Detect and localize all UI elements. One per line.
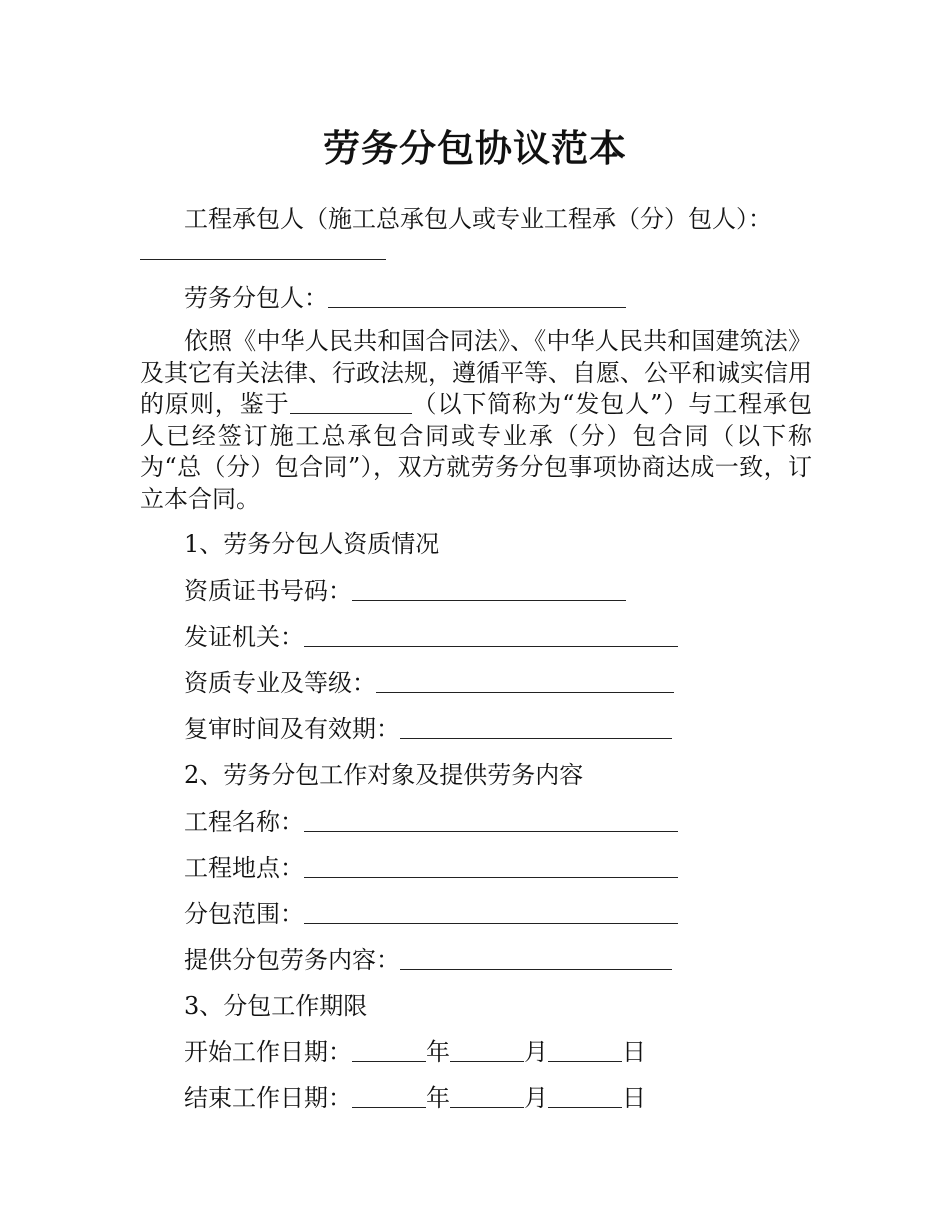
end-month-blank[interactable]	[450, 1085, 524, 1108]
end-month-unit: 月	[524, 1084, 548, 1112]
contractor-label: 工程承包人（施工总承包人或专业工程承（分）包人）：	[184, 205, 772, 233]
end-day-blank[interactable]	[548, 1085, 622, 1108]
start-day-unit: 日	[622, 1038, 646, 1066]
start-year-blank[interactable]	[352, 1039, 426, 1062]
cert-no-row	[184, 575, 626, 607]
project-name-row	[184, 806, 678, 838]
start-month-unit: 月	[524, 1038, 548, 1066]
contractor-blank[interactable]	[140, 237, 386, 260]
intro-text-2: （以下简称为“发包人”）与工程承包人已经签订施工总承包合同或专业承（分）包合同（以下称为“总（分）包合同”），双方就劳务分包事项协商达成一致，订立本合同。	[140, 390, 813, 513]
issuer-party-blank[interactable]	[290, 391, 412, 414]
end-year-blank[interactable]	[352, 1085, 426, 1108]
issuer-label: 发证机关：	[184, 623, 304, 651]
end-date-row	[184, 1082, 646, 1114]
grade-row	[184, 667, 674, 699]
end-year-unit: 年	[426, 1084, 450, 1112]
location-label: 工程地点：	[184, 854, 304, 882]
document-title: 劳务分包协议范本	[323, 127, 627, 170]
section2-heading: 2、劳务分包工作对象及提供劳务内容	[184, 761, 584, 789]
start-date-row	[184, 1036, 646, 1068]
content-blank[interactable]	[400, 947, 672, 970]
review-label: 复审时间及有效期：	[184, 715, 400, 743]
content-label: 提供分包劳务内容：	[184, 946, 400, 974]
cert-no-label: 资质证书号码：	[184, 577, 352, 605]
grade-blank[interactable]	[376, 670, 674, 693]
start-day-blank[interactable]	[548, 1039, 622, 1062]
start-year-unit: 年	[426, 1038, 450, 1066]
subcontractor-row	[184, 282, 626, 314]
review-row	[184, 713, 672, 745]
start-month-blank[interactable]	[450, 1039, 524, 1062]
location-row	[184, 852, 678, 884]
grade-label: 资质专业及等级：	[184, 669, 376, 697]
project-name-blank[interactable]	[304, 809, 678, 832]
intro-text-1: 依照《中华人民共和国合同法》、《中华人民共和国建筑法》及其它有关法律、行政法规，遵循平等、自愿、公平和诚实信用的原则，鉴于	[140, 327, 812, 419]
subcontractor-blank[interactable]	[328, 285, 626, 308]
content-row	[184, 944, 672, 976]
end-date-label: 结束工作日期：	[184, 1084, 352, 1112]
scope-row	[184, 898, 678, 930]
contractor-field-row	[140, 234, 386, 266]
start-date-label: 开始工作日期：	[184, 1038, 352, 1066]
project-name-label: 工程名称：	[184, 808, 304, 836]
section3-heading: 3、分包工作期限	[184, 992, 368, 1020]
location-blank[interactable]	[304, 855, 678, 878]
scope-label: 分包范围：	[184, 900, 304, 928]
cert-no-blank[interactable]	[352, 578, 626, 601]
issuer-blank[interactable]	[304, 624, 678, 647]
end-day-unit: 日	[622, 1084, 646, 1112]
intro-paragraph	[140, 326, 812, 516]
issuer-row	[184, 621, 678, 653]
review-blank[interactable]	[400, 716, 672, 739]
section1-heading: 1、劳务分包人资质情况	[184, 530, 440, 558]
subcontractor-label: 劳务分包人：	[184, 284, 328, 312]
scope-blank[interactable]	[304, 901, 678, 924]
